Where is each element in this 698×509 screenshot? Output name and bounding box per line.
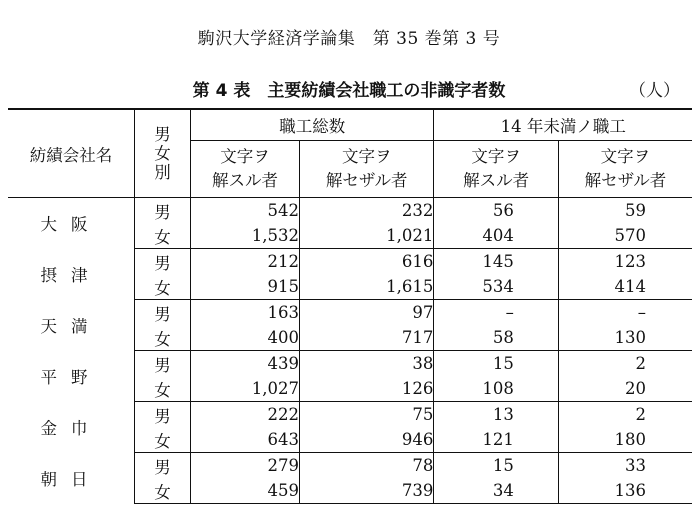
cell-total-illiterate: 1,615 <box>299 274 433 300</box>
cell-under14-illiterate: 130 <box>558 325 692 351</box>
sub-header-line: 文字ヲ <box>220 147 270 166</box>
cell-total-illiterate: 232 <box>299 198 433 224</box>
sex-label-male: 男 <box>135 198 191 224</box>
company-name: 摂津 <box>40 266 102 285</box>
cell-total-literate: 439 <box>191 351 300 377</box>
cell-total-illiterate: 717 <box>299 325 433 351</box>
cell-under14-illiterate: – <box>558 300 692 326</box>
sex-label-female: 女 <box>135 427 191 453</box>
company-name: 平野 <box>40 368 102 387</box>
company-name: 朝日 <box>40 470 102 489</box>
cell-under14-illiterate: 570 <box>558 223 692 249</box>
cell-total-illiterate: 75 <box>299 402 433 428</box>
cell-total-illiterate: 38 <box>299 351 433 377</box>
cell-under14-illiterate: 180 <box>558 427 692 453</box>
cell-total-illiterate: 616 <box>299 249 433 275</box>
literate-header <box>434 141 558 198</box>
cell-under14-illiterate: 136 <box>558 478 692 504</box>
cell-total-literate: 542 <box>191 198 300 224</box>
cell-under14-literate: – <box>434 300 558 326</box>
sub-header-line: 文字ヲ <box>471 147 521 166</box>
cell-total-illiterate: 946 <box>299 427 433 453</box>
cell-under14-illiterate: 33 <box>558 453 692 479</box>
sex-label-male: 男 <box>135 402 191 428</box>
sex-label-male: 男 <box>135 453 191 479</box>
cell-total-literate: 1,532 <box>191 223 300 249</box>
table-body <box>8 198 692 504</box>
sex-header <box>135 109 191 198</box>
total-workers-header: 職工総数 <box>191 109 434 141</box>
company-name: 金巾 <box>40 419 102 438</box>
cell-under14-illiterate: 123 <box>558 249 692 275</box>
cell-total-literate: 915 <box>191 274 300 300</box>
under14-workers-header: 14 年未満ノ職工 <box>434 109 692 141</box>
cell-under14-literate: 58 <box>434 325 558 351</box>
cell-under14-illiterate: 2 <box>558 402 692 428</box>
cell-under14-literate: 145 <box>434 249 558 275</box>
sub-header-line: 解セザル者 <box>584 171 667 190</box>
cell-under14-illiterate: 20 <box>558 376 692 402</box>
cell-under14-literate: 56 <box>434 198 558 224</box>
cell-under14-illiterate: 59 <box>558 198 692 224</box>
table-title: 第 4 表 主要紡績会社職工の非識字者数 <box>192 81 506 101</box>
company-name: 天満 <box>40 317 102 336</box>
illiterate-header <box>299 141 433 198</box>
sex-label-male: 男 <box>135 300 191 326</box>
cell-under14-illiterate: 2 <box>558 351 692 377</box>
literacy-table <box>8 108 692 504</box>
cell-total-illiterate: 78 <box>299 453 433 479</box>
journal-header: 駒沢大学経済学論集 第 35 巻第 3 号 <box>197 29 501 49</box>
cell-total-literate: 1,027 <box>191 376 300 402</box>
sex-label-male: 男 <box>135 351 191 377</box>
company-name: 大阪 <box>40 215 102 235</box>
sex-label-female: 女 <box>135 478 191 504</box>
sex-label-female: 女 <box>135 376 191 402</box>
cell-total-literate: 400 <box>191 325 300 351</box>
cell-total-literate: 222 <box>191 402 300 428</box>
sub-header-line: 解スル者 <box>211 171 278 190</box>
sex-label-female: 女 <box>135 223 191 249</box>
cell-total-illiterate: 1,021 <box>299 223 433 249</box>
unit-label: （人） <box>629 81 680 101</box>
sub-header-line: 文字ヲ <box>341 147 392 166</box>
cell-under14-literate: 15 <box>434 453 558 479</box>
cell-total-literate: 459 <box>191 478 300 504</box>
cell-under14-literate: 534 <box>434 274 558 300</box>
cell-total-illiterate: 126 <box>299 376 433 402</box>
cell-under14-literate: 404 <box>434 223 558 249</box>
cell-under14-illiterate: 414 <box>558 274 692 300</box>
cell-total-literate: 643 <box>191 427 300 453</box>
sub-header-line: 解スル者 <box>463 171 530 190</box>
cell-total-illiterate: 739 <box>299 478 433 504</box>
cell-under14-literate: 121 <box>434 427 558 453</box>
sex-header-line: 女 <box>154 144 171 163</box>
cell-total-illiterate: 97 <box>299 300 433 326</box>
sex-header-line: 別 <box>154 163 171 182</box>
sex-label-female: 女 <box>135 274 191 300</box>
cell-under14-literate: 13 <box>434 402 558 428</box>
illiterate-header <box>558 141 692 198</box>
cell-under14-literate: 34 <box>434 478 558 504</box>
cell-under14-literate: 108 <box>434 376 558 402</box>
cell-total-literate: 279 <box>191 453 300 479</box>
sex-label-male: 男 <box>135 249 191 275</box>
literate-header <box>191 141 300 198</box>
cell-total-literate: 212 <box>191 249 300 275</box>
sub-header-line: 解セザル者 <box>325 171 408 190</box>
cell-total-literate: 163 <box>191 300 300 326</box>
sex-label-female: 女 <box>135 325 191 351</box>
sex-header-line: 男 <box>154 125 171 144</box>
cell-under14-literate: 15 <box>434 351 558 377</box>
sub-header-line: 文字ヲ <box>600 147 651 166</box>
company-header: 紡績会社名 <box>8 109 135 198</box>
